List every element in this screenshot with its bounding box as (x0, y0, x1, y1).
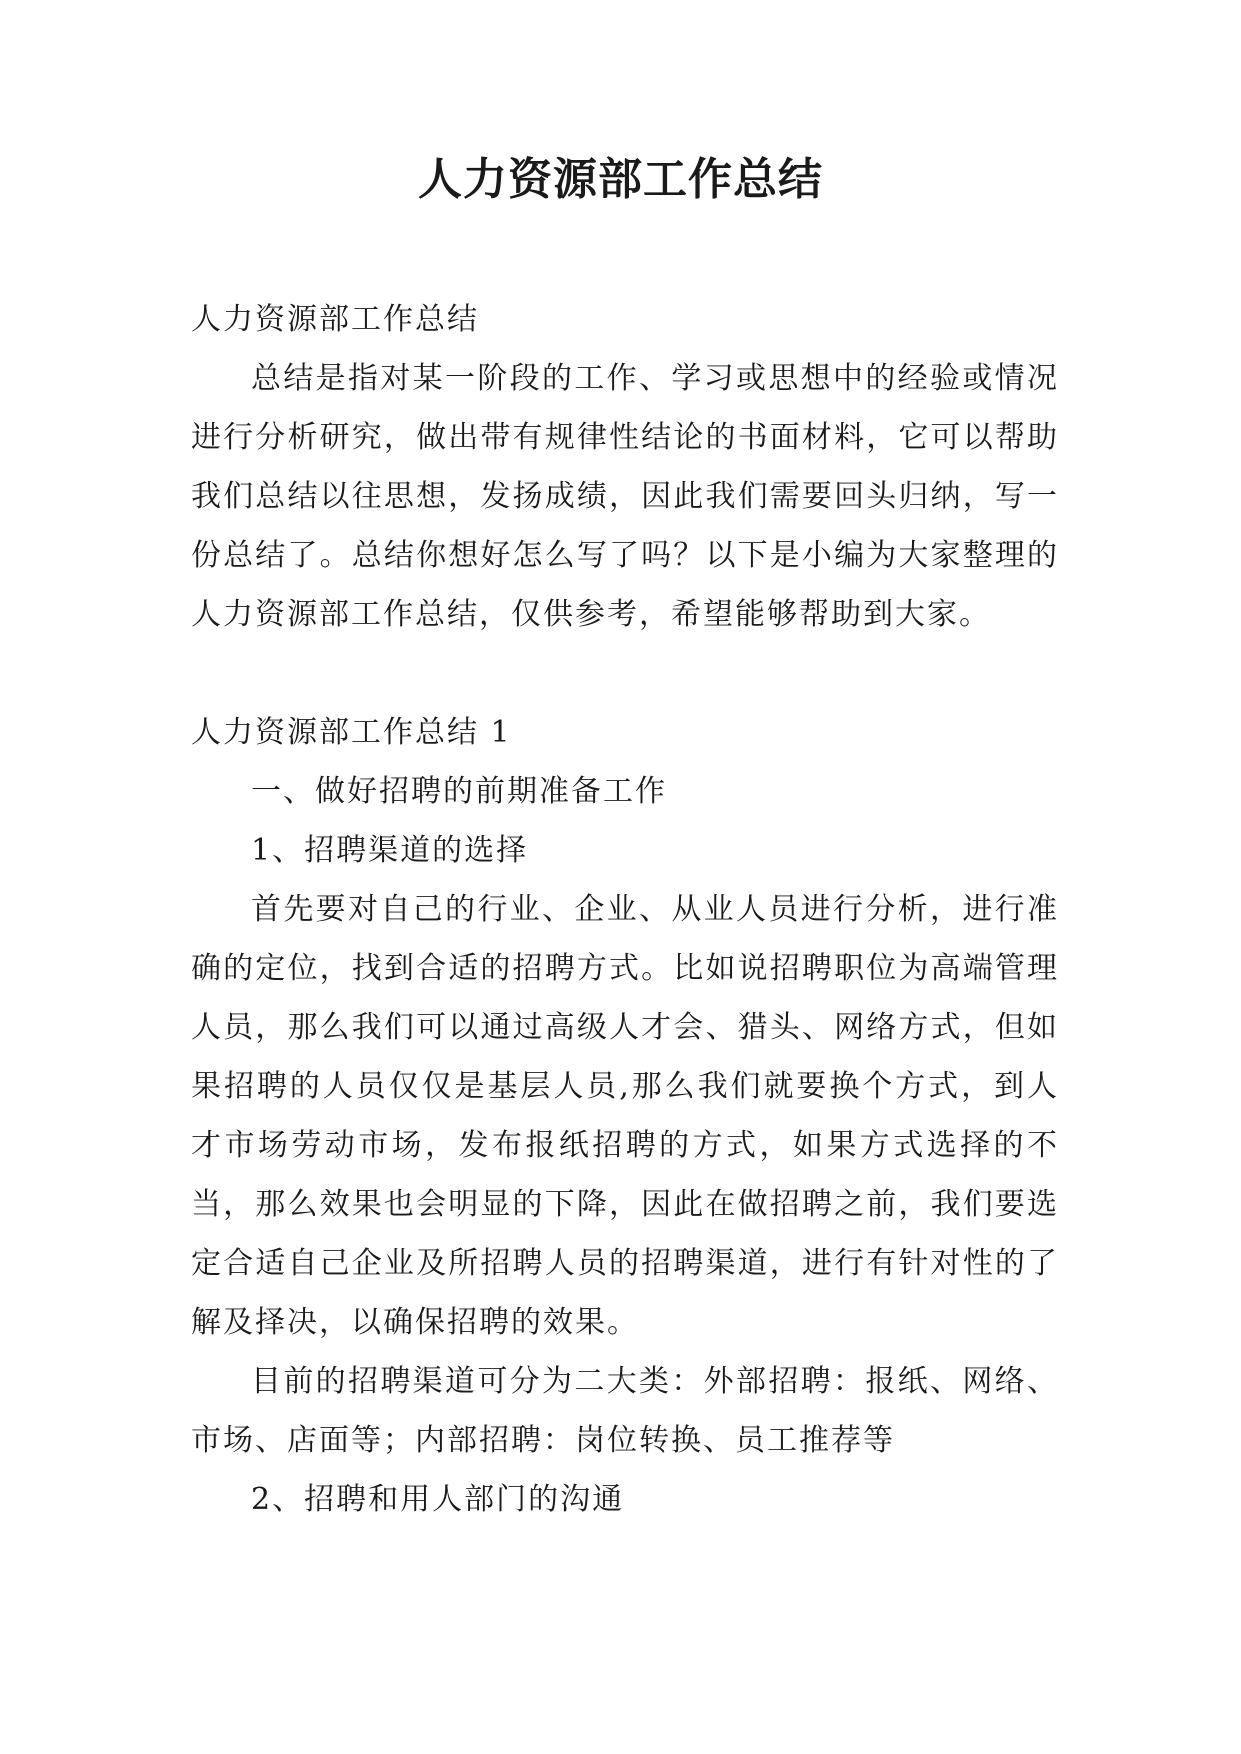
document-subtitle: 人力资源部工作总结 (191, 302, 479, 337)
item-paragraph: 首先要对自己的行业、企业、从业人员进行分析，进行准确的定位，找到合适的招聘方式。比如说招聘职位为高端管理人员，那么我们可以通过高级人才会、猎头、网络方式，但如果招聘的人员仅仅是基层人员,那么我们就要换个方式，到人才市场劳动市场，发布报纸招聘的方式，如果方式选择的不当，那么效果也会明显的下降，因此在做招聘之前，我们要选定合适自己企业及所招聘人员的招聘渠道，进行有针对性的了解及择决，以确保招聘的效果。 (191, 892, 1059, 1340)
item-heading: 1、招聘渠道的选择 (251, 833, 529, 868)
document-body (191, 290, 1059, 1529)
part-heading: 一、做好招聘的前期准备工作 (251, 774, 667, 809)
item-heading: 2、招聘和用人部门的沟通 (251, 1482, 625, 1517)
section-spacer (191, 644, 1059, 703)
channels-paragraph: 目前的招聘渠道可分为二大类：外部招聘：报纸、网络、市场、店面等；内部招聘：岗位转换、员工推荐等 (191, 1364, 1059, 1458)
intro-paragraph: 总结是指对某一阶段的工作、学习或思想中的经验或情况进行分析研究，做出带有规律性结论的书面材料，它可以帮助我们总结以往思想，发扬成绩，因此我们需要回头归纳，写一份总结了。总结你想好怎么写了吗？以下是小编为大家整理的人力资源部工作总结，仅供参考，希望能够帮助到大家。 (191, 361, 1059, 632)
document-title: 人力资源部工作总结 (418, 154, 823, 205)
section-heading: 人力资源部工作总结 1 (191, 715, 512, 750)
